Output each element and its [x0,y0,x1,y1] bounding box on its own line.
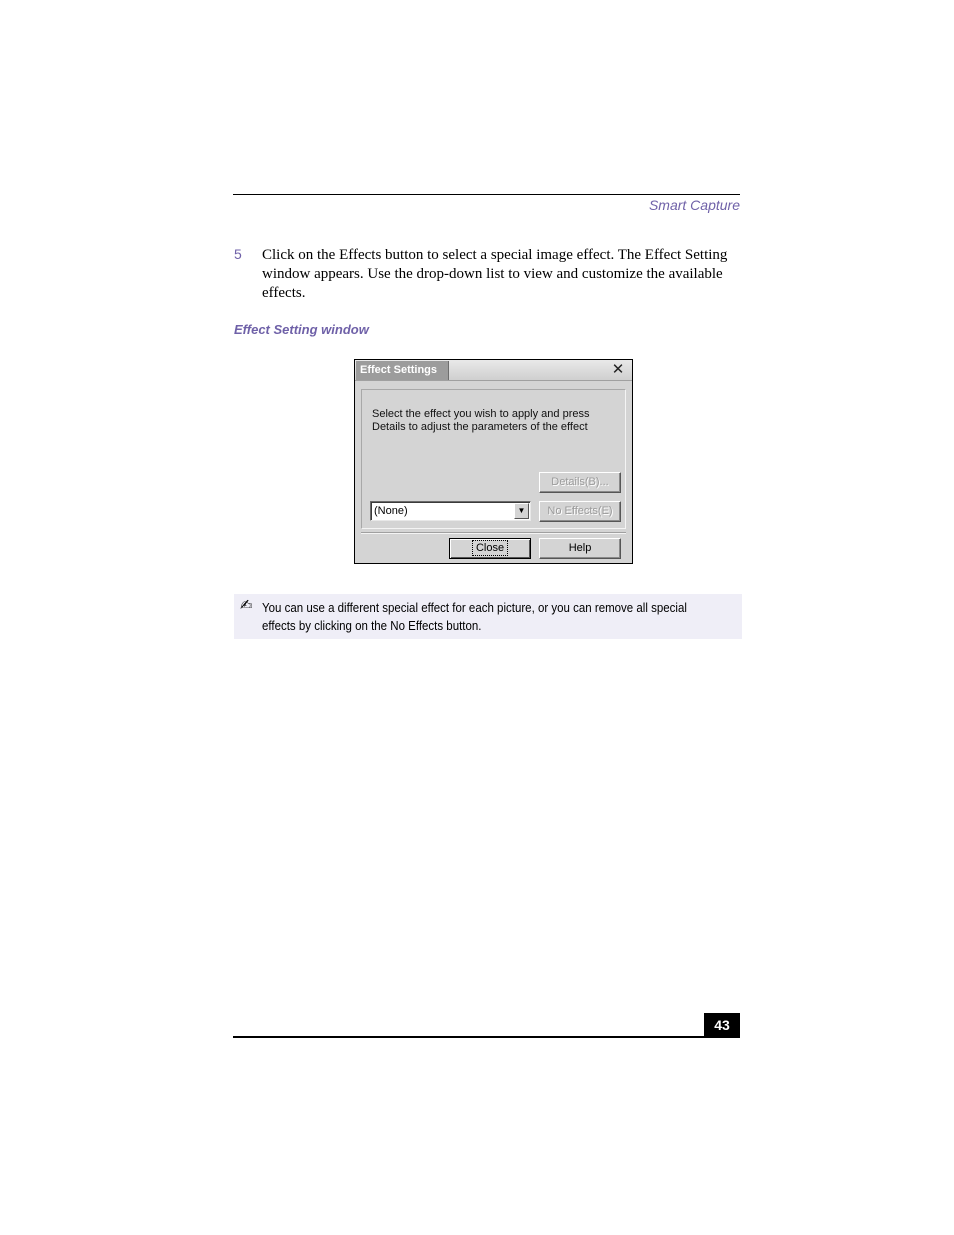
section-title: Smart Capture [648,197,740,213]
close-button[interactable] [449,538,531,559]
effect-settings-dialog [354,359,633,564]
help-button-label: Help [568,542,592,554]
instructions-text: Select the effect you wish to apply and press Details to adjust the parameters of the effect [372,408,590,433]
no-effects-button[interactable] [539,501,621,522]
figure-caption: Effect Setting window [234,322,369,337]
close-icon[interactable]: ✕ [611,361,625,378]
dialog-separator [361,532,626,534]
details-button[interactable] [539,472,621,493]
effect-select-value: (None) [374,505,408,517]
step-number: 5 [234,246,242,262]
no-effects-button-label: No Effects(E) [547,505,613,517]
close-button-label: Close [475,542,505,554]
note-text: You can use a different special effect for each picture, or you can remove all special effects by clicking on the No Effects button. [262,601,687,633]
help-button[interactable] [539,538,621,559]
dialog-titlebar [355,360,632,381]
note-box [234,594,742,639]
details-button-label: Details(B)... [551,476,609,488]
page-number: 43 [704,1013,740,1037]
dialog-title: Effect Settings [356,361,449,380]
header-rule [233,194,740,195]
footer-rule [233,1036,740,1038]
chevron-down-icon[interactable]: ▼ [514,503,529,519]
writing-hand-icon: ✍ [240,596,253,614]
step-text: Click on the Effects button to select a special image effect. The Effect Setting window appears. Use the drop-down list to view and customize the available effects. [262,247,728,301]
effect-select[interactable] [370,501,531,521]
